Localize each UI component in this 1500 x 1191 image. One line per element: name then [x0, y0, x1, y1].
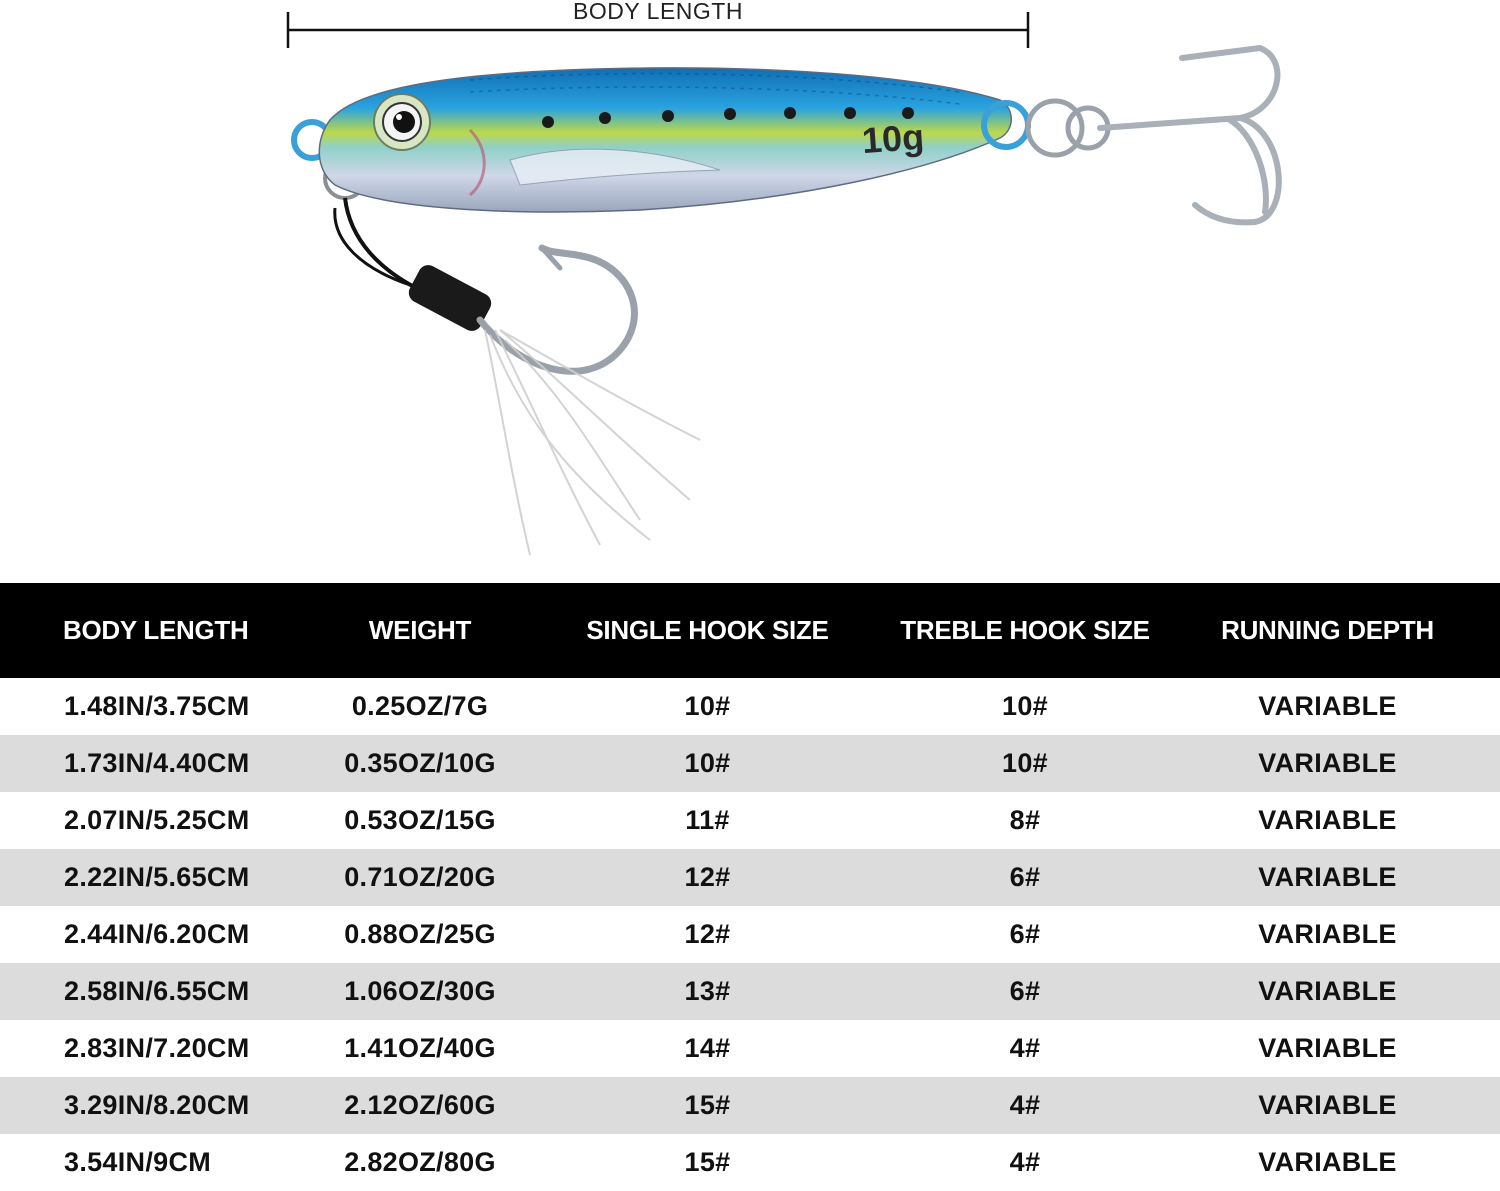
cell-single-hook: 11#	[685, 805, 730, 835]
cell-treble-hook: 4#	[895, 1077, 1155, 1134]
cell-weight: 0.25OZ/7G	[351, 691, 489, 721]
cell-treble-hook: 10#	[1002, 691, 1048, 721]
cell-running-depth: VARIABLE	[1155, 849, 1500, 906]
cell-running-depth: VARIABLE	[1155, 963, 1500, 1020]
cell-running-depth: VARIABLE	[1155, 1077, 1500, 1134]
cell-body-length: 2.58IN/6.55CM	[0, 963, 320, 1020]
assist-cord	[345, 198, 420, 290]
cell-running-depth: VARIABLE	[1258, 1147, 1397, 1177]
cell-weight: 0.35OZ/10G	[320, 735, 520, 792]
table-row	[0, 1134, 1500, 1191]
cell-single-hook: 13#	[520, 963, 895, 1020]
treble-hook	[1100, 48, 1279, 222]
cell-single-hook: 12#	[684, 919, 731, 949]
cell-body-length: 2.22IN/5.65CM	[0, 849, 320, 906]
cell-body-length: 2.44IN/6.20CM	[64, 919, 250, 949]
cell-treble-hook: 6#	[1009, 919, 1041, 949]
lure-illustration	[0, 0, 1500, 583]
cell-treble-hook: 10#	[895, 735, 1155, 792]
cell-running-depth: VARIABLE	[1258, 1033, 1397, 1063]
table-row	[0, 792, 1500, 849]
table-row	[0, 906, 1500, 963]
cell-body-length: 2.07IN/5.25CM	[64, 805, 250, 835]
weight-marking: 10g	[860, 115, 926, 162]
cell-treble-hook: 4#	[1009, 1033, 1041, 1063]
table-row	[0, 963, 1500, 1020]
cell-running-depth: VARIABLE	[1258, 805, 1397, 835]
cell-body-length: 1.48IN/3.75CM	[64, 691, 250, 721]
cell-weight: 0.88OZ/25G	[344, 919, 496, 949]
lure-eye	[374, 94, 430, 150]
cell-weight: 0.53OZ/15G	[344, 805, 496, 835]
cell-weight: 0.71OZ/20G	[320, 849, 520, 906]
cell-body-length: 1.73IN/4.40CM	[0, 735, 320, 792]
cell-running-depth: VARIABLE	[1155, 735, 1500, 792]
cell-running-depth: VARIABLE	[1258, 691, 1397, 721]
body-length-dimension-label: BODY LENGTH	[573, 0, 743, 24]
cell-single-hook: 15#	[684, 1147, 731, 1177]
cell-single-hook: 15#	[520, 1077, 895, 1134]
table-row	[0, 849, 1500, 906]
table-row	[0, 678, 1500, 735]
feather-tail	[485, 330, 700, 555]
cell-running-depth: VARIABLE	[1258, 919, 1397, 949]
cell-weight: 2.12OZ/60G	[320, 1077, 520, 1134]
table-row	[0, 1020, 1500, 1077]
header-treble-hook-size: TREBLE HOOK SIZE	[895, 583, 1155, 678]
cell-treble-hook: 6#	[895, 963, 1155, 1020]
lure-drawing	[0, 0, 1500, 583]
cell-body-length: 2.83IN/7.20CM	[64, 1033, 250, 1063]
cell-weight: 1.06OZ/30G	[320, 963, 520, 1020]
cell-single-hook: 12#	[520, 849, 895, 906]
cell-treble-hook: 8#	[1009, 805, 1041, 835]
cell-weight: 2.82OZ/80G	[344, 1147, 496, 1177]
cell-body-length: 3.54IN/9CM	[64, 1147, 212, 1177]
table-row	[0, 1077, 1500, 1134]
cell-treble-hook: 6#	[895, 849, 1155, 906]
header-weight: WEIGHT	[320, 583, 520, 678]
cell-single-hook: 10#	[520, 735, 895, 792]
header-running-depth: RUNNING DEPTH	[1155, 583, 1500, 678]
cell-treble-hook: 4#	[1009, 1147, 1041, 1177]
table-header-row	[0, 583, 1500, 678]
cell-single-hook: 14#	[684, 1033, 731, 1063]
header-single-hook-size: SINGLE HOOK SIZE	[520, 583, 895, 678]
spec-table	[0, 583, 1500, 1191]
table-row	[0, 735, 1500, 792]
cell-single-hook: 10#	[684, 691, 731, 721]
cell-body-length: 3.29IN/8.20CM	[0, 1077, 320, 1134]
header-body-length: BODY LENGTH	[0, 583, 320, 678]
cell-weight: 1.41OZ/40G	[344, 1033, 496, 1063]
